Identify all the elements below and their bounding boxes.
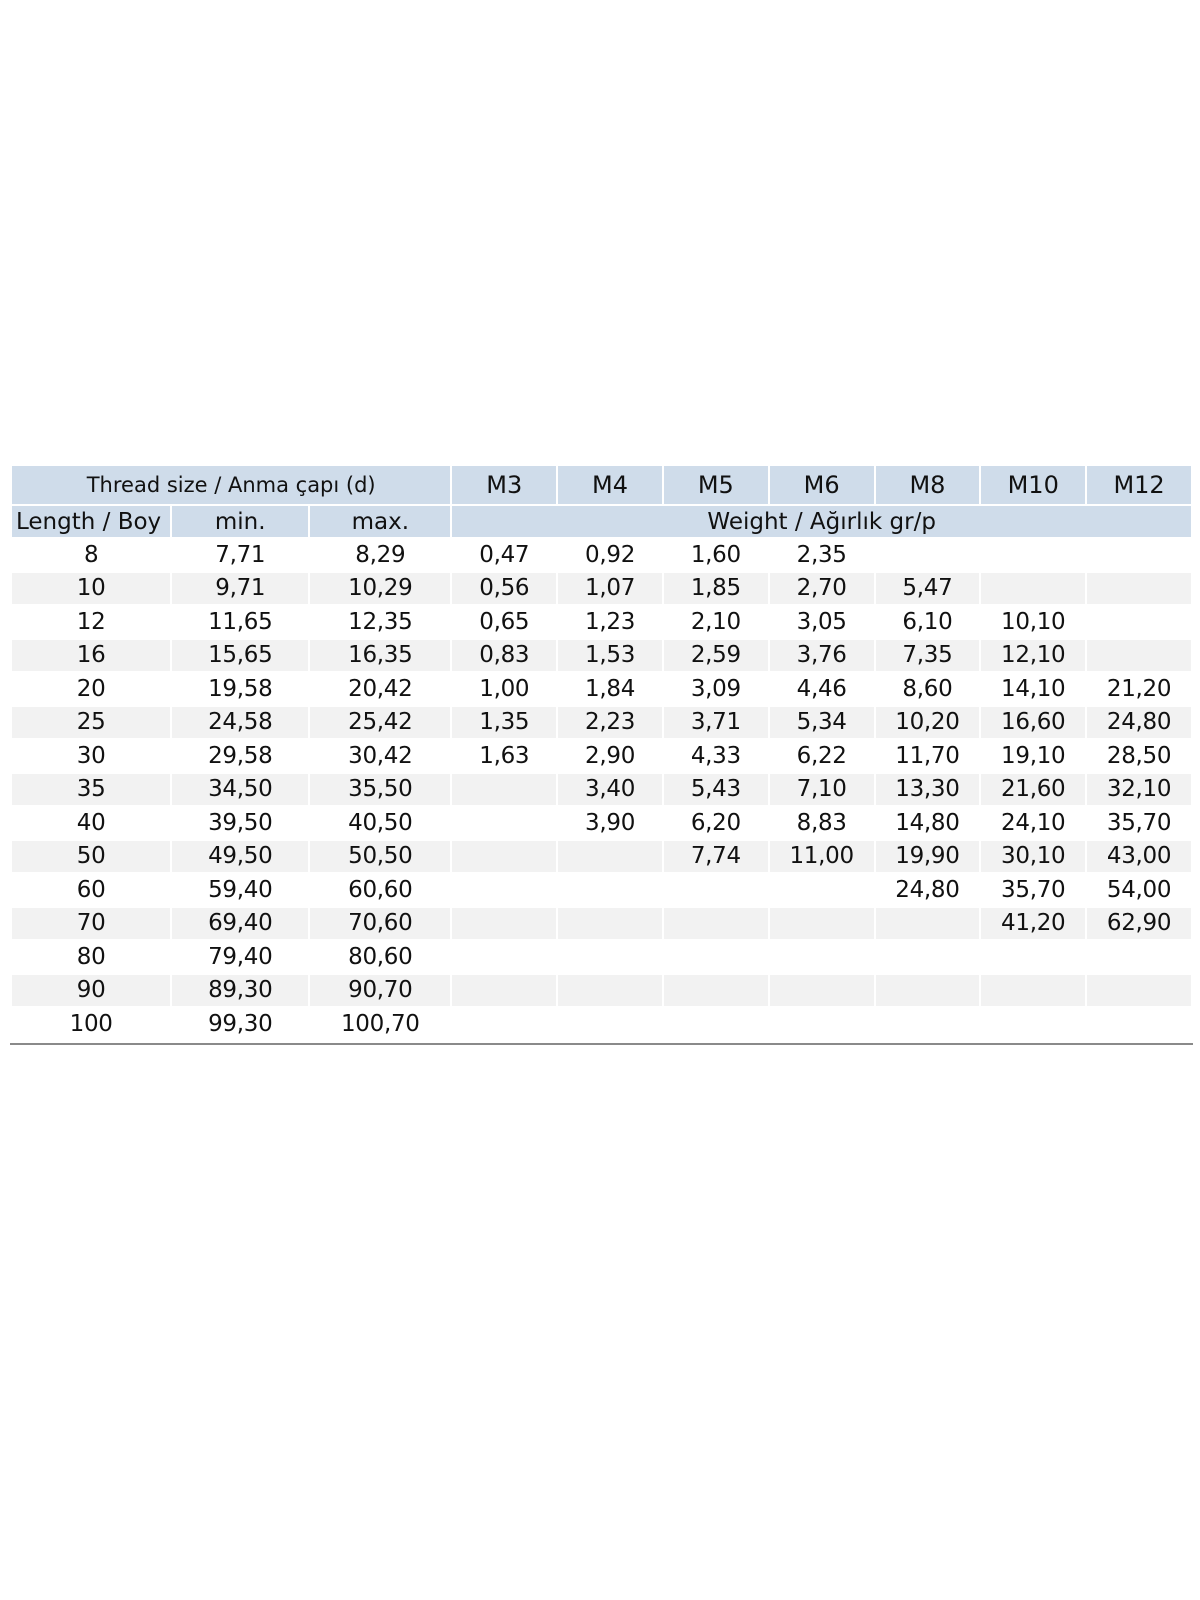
min-cell: 59,40 bbox=[208, 876, 273, 903]
bottom-rule bbox=[10, 1043, 1193, 1045]
weight-cell bbox=[876, 1008, 980, 1040]
weight-cell: 1,07 bbox=[558, 573, 662, 605]
max-header: max. bbox=[310, 506, 450, 537]
weight-cell: 1,63 bbox=[479, 742, 530, 769]
table-row bbox=[12, 841, 1191, 873]
length-cell: 60 bbox=[76, 876, 106, 903]
size-header: M8 bbox=[876, 466, 980, 504]
max-cell: 10,29 bbox=[310, 573, 450, 605]
weight-cell: 4,33 bbox=[690, 742, 741, 769]
weight-table-container bbox=[10, 464, 1193, 1045]
weight-cell bbox=[1087, 640, 1191, 672]
weight-cell: 1,23 bbox=[585, 608, 636, 635]
weight-cell: 6,10 bbox=[902, 608, 953, 635]
weight-cell: 16,60 bbox=[981, 707, 1085, 739]
min-cell: 79,40 bbox=[208, 943, 273, 970]
weight-cell: 1,60 bbox=[690, 541, 741, 568]
weight-cell: 0,56 bbox=[452, 573, 556, 605]
weight-cell bbox=[664, 1008, 768, 1040]
table-row bbox=[12, 874, 1191, 906]
min-cell: 19,58 bbox=[208, 675, 273, 702]
weight-cell: 28,50 bbox=[1106, 742, 1172, 769]
weight-cell: 7,35 bbox=[876, 640, 980, 672]
weight-cell bbox=[876, 941, 980, 973]
thread-size-label: Thread size / Anma çapı (d) bbox=[12, 466, 450, 504]
weight-cell bbox=[981, 1008, 1085, 1040]
weight-cell: 2,90 bbox=[585, 742, 636, 769]
weight-cell: 2,23 bbox=[558, 707, 662, 739]
weight-cell: 43,00 bbox=[1087, 841, 1191, 873]
max-cell: 70,60 bbox=[310, 908, 450, 940]
weight-cell bbox=[1087, 573, 1191, 605]
length-cell: 25 bbox=[12, 707, 170, 739]
min-cell: 11,65 bbox=[208, 608, 273, 635]
length-cell: 8 bbox=[83, 541, 99, 568]
table-row bbox=[12, 606, 1191, 638]
weight-cell: 3,71 bbox=[664, 707, 768, 739]
weight-cell: 35,70 bbox=[1001, 876, 1066, 903]
weight-cell bbox=[770, 975, 874, 1007]
weight-cell bbox=[452, 774, 556, 806]
weight-cell: 4,46 bbox=[796, 675, 847, 702]
weight-cell bbox=[664, 975, 768, 1007]
weight-cell bbox=[452, 841, 556, 873]
weight-table bbox=[10, 464, 1193, 1042]
header-row-thread-sizes bbox=[12, 466, 1191, 504]
weight-cell bbox=[452, 1008, 556, 1040]
length-cell: 10 bbox=[12, 573, 170, 605]
weight-cell: 24,80 bbox=[1087, 707, 1191, 739]
max-cell: 25,42 bbox=[310, 707, 450, 739]
weight-cell: 7,10 bbox=[770, 774, 874, 806]
weight-cell bbox=[1087, 606, 1191, 638]
weight-cell bbox=[876, 908, 980, 940]
weight-cell bbox=[452, 908, 556, 940]
weight-header: Weight / Ağırlık gr/p bbox=[452, 506, 1191, 537]
weight-cell: 1,85 bbox=[664, 573, 768, 605]
weight-cell bbox=[664, 908, 768, 940]
weight-cell bbox=[558, 975, 662, 1007]
weight-cell: 5,47 bbox=[876, 573, 980, 605]
weight-cell: 14,80 bbox=[895, 809, 960, 836]
max-cell: 8,29 bbox=[355, 541, 406, 568]
weight-cell bbox=[981, 941, 1085, 973]
weight-cell bbox=[1087, 539, 1191, 571]
weight-cell: 2,59 bbox=[664, 640, 768, 672]
weight-cell bbox=[664, 941, 768, 973]
weight-cell bbox=[558, 941, 662, 973]
weight-cell bbox=[770, 908, 874, 940]
table-body bbox=[12, 539, 1191, 1040]
weight-cell: 2,10 bbox=[690, 608, 741, 635]
min-cell: 89,30 bbox=[172, 975, 308, 1007]
min-cell: 24,58 bbox=[172, 707, 308, 739]
header-row-columns bbox=[12, 506, 1191, 537]
table-row bbox=[12, 640, 1191, 672]
weight-cell: 5,34 bbox=[770, 707, 874, 739]
weight-cell bbox=[664, 874, 768, 906]
weight-cell: 11,70 bbox=[895, 742, 960, 769]
weight-cell: 1,35 bbox=[452, 707, 556, 739]
weight-cell bbox=[770, 874, 874, 906]
weight-cell bbox=[876, 539, 980, 571]
table-row bbox=[12, 1008, 1191, 1040]
max-cell: 30,42 bbox=[348, 742, 413, 769]
max-cell: 40,50 bbox=[348, 809, 413, 836]
max-cell: 20,42 bbox=[348, 675, 413, 702]
size-header: M4 bbox=[558, 466, 662, 504]
weight-cell: 19,10 bbox=[1001, 742, 1066, 769]
length-cell: 70 bbox=[12, 908, 170, 940]
max-cell: 100,70 bbox=[340, 1010, 420, 1037]
weight-cell: 6,22 bbox=[796, 742, 847, 769]
weight-cell bbox=[452, 975, 556, 1007]
min-cell: 15,65 bbox=[172, 640, 308, 672]
weight-cell: 21,20 bbox=[1106, 675, 1172, 702]
weight-cell bbox=[558, 1008, 662, 1040]
size-header: M12 bbox=[1087, 466, 1191, 504]
weight-cell bbox=[1087, 1008, 1191, 1040]
max-cell: 90,70 bbox=[310, 975, 450, 1007]
weight-cell: 21,60 bbox=[981, 774, 1085, 806]
weight-cell: 0,83 bbox=[452, 640, 556, 672]
table-row bbox=[12, 941, 1191, 973]
weight-cell bbox=[876, 975, 980, 1007]
size-header: M5 bbox=[664, 466, 768, 504]
length-cell: 12 bbox=[76, 608, 106, 635]
weight-cell: 24,80 bbox=[895, 876, 960, 903]
weight-cell: 10,10 bbox=[1001, 608, 1066, 635]
weight-cell: 14,10 bbox=[1001, 675, 1066, 702]
weight-cell: 2,35 bbox=[796, 541, 847, 568]
min-cell: 39,50 bbox=[208, 809, 273, 836]
max-cell: 35,50 bbox=[310, 774, 450, 806]
weight-cell: 3,90 bbox=[585, 809, 636, 836]
weight-cell: 1,00 bbox=[479, 675, 530, 702]
weight-cell: 8,83 bbox=[796, 809, 847, 836]
weight-cell: 3,76 bbox=[770, 640, 874, 672]
weight-cell: 3,40 bbox=[558, 774, 662, 806]
weight-cell: 35,70 bbox=[1106, 809, 1172, 836]
min-cell: 29,58 bbox=[208, 742, 273, 769]
weight-cell bbox=[981, 975, 1085, 1007]
weight-cell: 32,10 bbox=[1087, 774, 1191, 806]
weight-cell bbox=[452, 807, 556, 839]
length-cell: 35 bbox=[12, 774, 170, 806]
size-header: M10 bbox=[981, 466, 1085, 504]
weight-cell bbox=[452, 874, 556, 906]
weight-cell: 3,05 bbox=[796, 608, 847, 635]
length-cell: 80 bbox=[76, 943, 106, 970]
max-cell: 16,35 bbox=[310, 640, 450, 672]
weight-cell: 0,92 bbox=[585, 541, 636, 568]
table-row bbox=[12, 573, 1191, 605]
weight-cell bbox=[1087, 975, 1191, 1007]
table-row bbox=[12, 807, 1191, 839]
min-header: min. bbox=[172, 506, 308, 537]
weight-cell: 7,74 bbox=[664, 841, 768, 873]
weight-cell: 6,20 bbox=[690, 809, 741, 836]
weight-cell: 10,20 bbox=[876, 707, 980, 739]
table-row bbox=[12, 740, 1191, 772]
weight-cell: 19,90 bbox=[876, 841, 980, 873]
weight-cell: 5,43 bbox=[664, 774, 768, 806]
weight-cell: 41,20 bbox=[981, 908, 1085, 940]
min-cell: 99,30 bbox=[208, 1010, 273, 1037]
max-cell: 12,35 bbox=[348, 608, 413, 635]
min-cell: 34,50 bbox=[172, 774, 308, 806]
weight-cell: 8,60 bbox=[902, 675, 953, 702]
weight-cell bbox=[770, 941, 874, 973]
weight-cell: 54,00 bbox=[1106, 876, 1172, 903]
length-cell: 90 bbox=[12, 975, 170, 1007]
weight-cell: 2,70 bbox=[770, 573, 874, 605]
weight-cell: 0,47 bbox=[479, 541, 530, 568]
weight-cell: 1,84 bbox=[585, 675, 636, 702]
weight-cell bbox=[452, 941, 556, 973]
weight-cell bbox=[981, 539, 1085, 571]
table-row bbox=[12, 975, 1191, 1007]
table-row bbox=[12, 673, 1191, 705]
table-row bbox=[12, 908, 1191, 940]
weight-cell: 62,90 bbox=[1087, 908, 1191, 940]
max-cell: 60,60 bbox=[348, 876, 413, 903]
length-cell: 100 bbox=[69, 1010, 113, 1037]
size-header: M3 bbox=[452, 466, 556, 504]
weight-cell bbox=[558, 908, 662, 940]
weight-cell bbox=[770, 1008, 874, 1040]
weight-cell bbox=[558, 874, 662, 906]
min-cell: 7,71 bbox=[215, 541, 266, 568]
length-cell: 50 bbox=[12, 841, 170, 873]
length-cell: 40 bbox=[76, 809, 106, 836]
length-cell: 16 bbox=[12, 640, 170, 672]
max-cell: 50,50 bbox=[310, 841, 450, 873]
weight-cell: 0,65 bbox=[479, 608, 530, 635]
weight-cell: 1,53 bbox=[558, 640, 662, 672]
weight-cell bbox=[558, 841, 662, 873]
weight-cell: 30,10 bbox=[981, 841, 1085, 873]
weight-cell: 24,10 bbox=[1001, 809, 1066, 836]
min-cell: 69,40 bbox=[172, 908, 308, 940]
weight-cell bbox=[981, 573, 1085, 605]
length-cell: 20 bbox=[76, 675, 106, 702]
table-row bbox=[12, 774, 1191, 806]
min-cell: 49,50 bbox=[172, 841, 308, 873]
length-cell: 30 bbox=[76, 742, 106, 769]
table-row bbox=[12, 539, 1191, 571]
min-cell: 9,71 bbox=[172, 573, 308, 605]
weight-cell bbox=[1087, 941, 1191, 973]
table-row bbox=[12, 707, 1191, 739]
length-header: Length / Boy bbox=[12, 506, 170, 537]
size-header: M6 bbox=[770, 466, 874, 504]
weight-cell: 11,00 bbox=[770, 841, 874, 873]
weight-cell: 13,30 bbox=[876, 774, 980, 806]
weight-cell: 3,09 bbox=[690, 675, 741, 702]
max-cell: 80,60 bbox=[348, 943, 413, 970]
weight-cell: 12,10 bbox=[981, 640, 1085, 672]
